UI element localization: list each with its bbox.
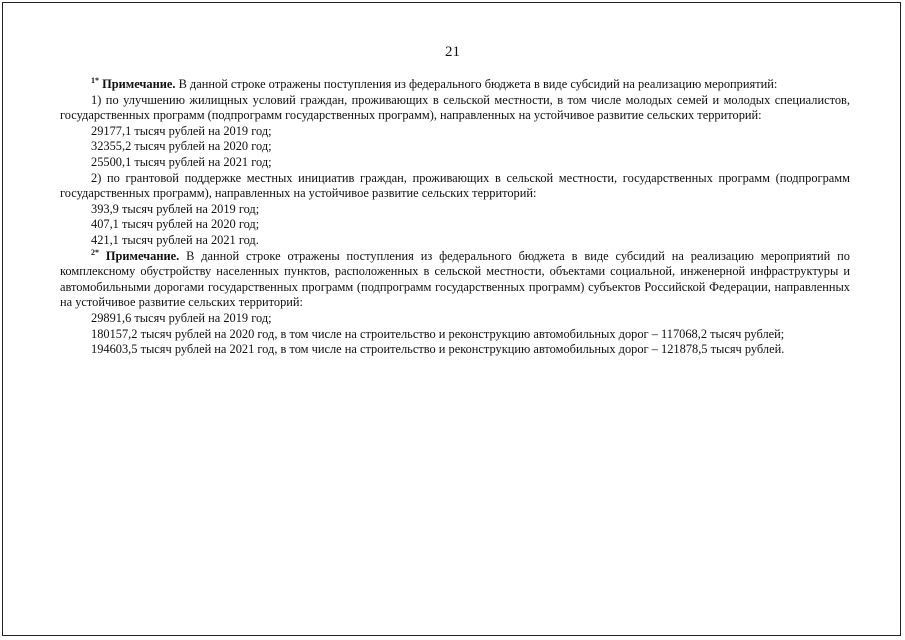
note-1-intro [60,77,850,93]
note-2-amount-2019: 29891,6 тысяч рублей на 2019 год; [91,310,272,325]
note-1-item-2-amount-2019: 393,9 тысяч рублей на 2019 год; [91,201,260,216]
note-1-item-1-amount-2019: 29177,1 тысяч рублей на 2019 год; [91,123,272,138]
document-body [60,77,850,358]
note-2-label: Примечание. [105,248,180,263]
note-1-item-1-text: 1) по улучшению жилищных условий граждан, проживающих в сельской местности, в том числе молодых семей и молодых специалистов, государственных программ (подпрограмм государственных программ), направленных на устойчивое развитие сельских территорий: [60,92,850,123]
note-1-item-2-amount-2020: 407,1 тысяч рублей на 2020 год; [91,217,260,232]
note-2-amount-2020: 180157,2 тысяч рублей на 2020 год, в том числе на строительство и реконструкцию автомобильных дорог – 117068,2 тысяч рублей; [91,326,785,341]
note-2-intro [60,249,850,311]
page-number: 21 [445,44,460,60]
note-1-intro-text: В данной строке отражены поступления из федерального бюджета в виде субсидий на реализацию мероприятий: [175,77,778,91]
note-1-marker: 1* [91,76,99,85]
note-2-amount-2021: 194603,5 тысяч рублей на 2021 год, в том числе на строительство и реконструкцию автомобильных дорог – 121878,5 тысяч рублей. [91,342,785,357]
note-1-item-2-text: 2) по грантовой поддержке местных инициатив граждан, проживающих в сельской местности, государственных программ (подпрограмм государственных программ), направленных на устойчивое развитие сельских территорий: [60,170,850,201]
note-1-label: Примечание. [102,77,176,91]
note-2-intro-text: В данной строке отражены поступления из федерального бюджета в виде субсидий на реализацию мероприятий по комплексному обустройству населенных пунктов, расположенных в сельской местности, объектами социальной, инженерной инфраструктуры и автомобильными дорогами государственных программ (подпрограмм государственных программ) субъектов Российской Федерации, направленных на устойчивое развитие сельских территорий: [60,248,850,310]
note-2-marker: 2* [91,247,99,257]
note-1-item-1-amount-2021: 25500,1 тысяч рублей на 2021 год; [91,154,272,169]
note-1-item-2-amount-2021: 421,1 тысяч рублей на 2021 год. [91,232,259,247]
note-1-item-1-amount-2020: 32355,2 тысяч рублей на 2020 год; [91,139,272,154]
